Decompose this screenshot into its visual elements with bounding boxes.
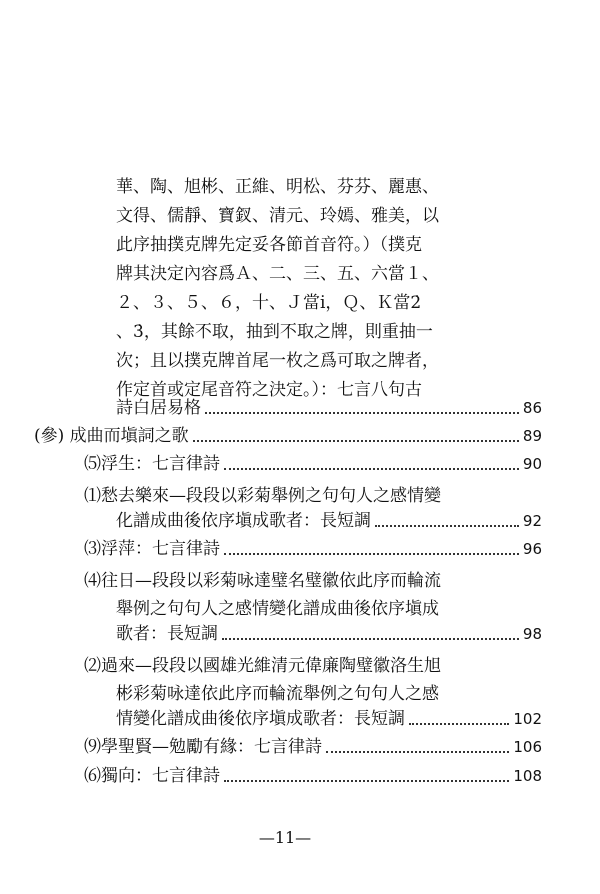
toc-entry-line: ⑴愁去樂來—段段以彩菊舉例之句句人之感情變 (84, 486, 441, 506)
toc-entry (116, 707, 542, 731)
toc-page-number: 92 (522, 512, 542, 530)
toc-page-number: 106 (513, 738, 542, 756)
continuation-line: ２、３、５、６，十、Ｊ當i̇，Ｑ、Ｋ當2̇ (116, 293, 422, 313)
leader-dots (326, 751, 509, 753)
toc-entry (116, 509, 542, 533)
continuation-line: 、3̇，其餘不取，抽到不取之牌，則重抽一 (116, 322, 433, 342)
toc-page-number: 96 (522, 540, 542, 558)
toc-entry-line: ⑷往日—段段以彩菊咏達璧名璧徽依此序而輪流 (84, 571, 441, 591)
toc-entry-title: ⑹獨向：七言律詩 (84, 766, 220, 786)
toc-entry-line: 彬彩菊咏達依此序而輪流舉例之句句人之感 (116, 684, 439, 704)
leader-dots (224, 780, 509, 782)
toc-page-number: 98 (522, 625, 542, 643)
toc-page-number: 90 (522, 455, 542, 473)
leader-dots (222, 638, 519, 640)
leader-dots (409, 723, 509, 725)
page-number: —11— (258, 828, 312, 847)
continuation-line: 牌其決定內容爲Ａ、二、三、五、六當１、 (116, 264, 439, 284)
continuation-line: 作定首或定尾音符之決定。）：七言八句古 (116, 380, 422, 400)
toc-entry-title: ⑼學聖賢—勉勵有緣：七言律詩 (84, 737, 322, 757)
toc-entry-title: ⑸浮生：七言律詩 (84, 454, 220, 474)
leader-dots (224, 553, 519, 555)
leader-dots (193, 440, 519, 442)
toc-page-number: 89 (522, 427, 542, 445)
toc-entry (84, 537, 542, 561)
leader-dots (375, 525, 519, 527)
toc-entry (84, 764, 542, 788)
toc-page-number: 102 (513, 710, 542, 728)
continuation-line: 此序抽撲克牌先定妥各節首音符。）（撲克 (116, 235, 422, 255)
toc-entry-title: (參) 成曲而塡詞之歌 (34, 426, 189, 446)
continuation-line: 華、陶、旭彬、正維、明松、芬芬、麗惠、 (116, 177, 439, 197)
toc-entry-title: ⑶浮萍：七言律詩 (84, 539, 220, 559)
toc-entry-title: 化譜成曲後依序塡成歌者：長短調 (116, 511, 371, 531)
toc-section-heading (34, 424, 542, 448)
toc-entry (84, 735, 542, 759)
continuation-line: 文得、儒靜、寶釵、清元、玲嫣、雅美，以 (116, 206, 439, 226)
continuation-line: 次；且以撲克牌首尾一枚之爲可取之牌者， (116, 351, 439, 371)
toc-page-number: 108 (513, 767, 542, 785)
toc-page-number: 86 (522, 399, 542, 417)
leader-dots (205, 412, 519, 414)
toc-entry-line: ⑵過來—段段以國雄光維清元偉廉陶璧徽洛生旭 (84, 656, 441, 676)
toc-entry-title: 歌者：長短調 (116, 624, 218, 644)
toc-entry (84, 452, 542, 476)
toc-entry-line: 舉例之句句人之感情變化譜成曲後依序塡成 (116, 599, 439, 619)
toc-entry-title: 詩白居易格 (116, 398, 201, 418)
leader-dots (224, 468, 519, 470)
toc-entry (116, 396, 542, 420)
toc-entry (116, 622, 542, 646)
toc-entry-title: 情變化譜成曲後依序塡成歌者：長短調 (116, 709, 405, 729)
